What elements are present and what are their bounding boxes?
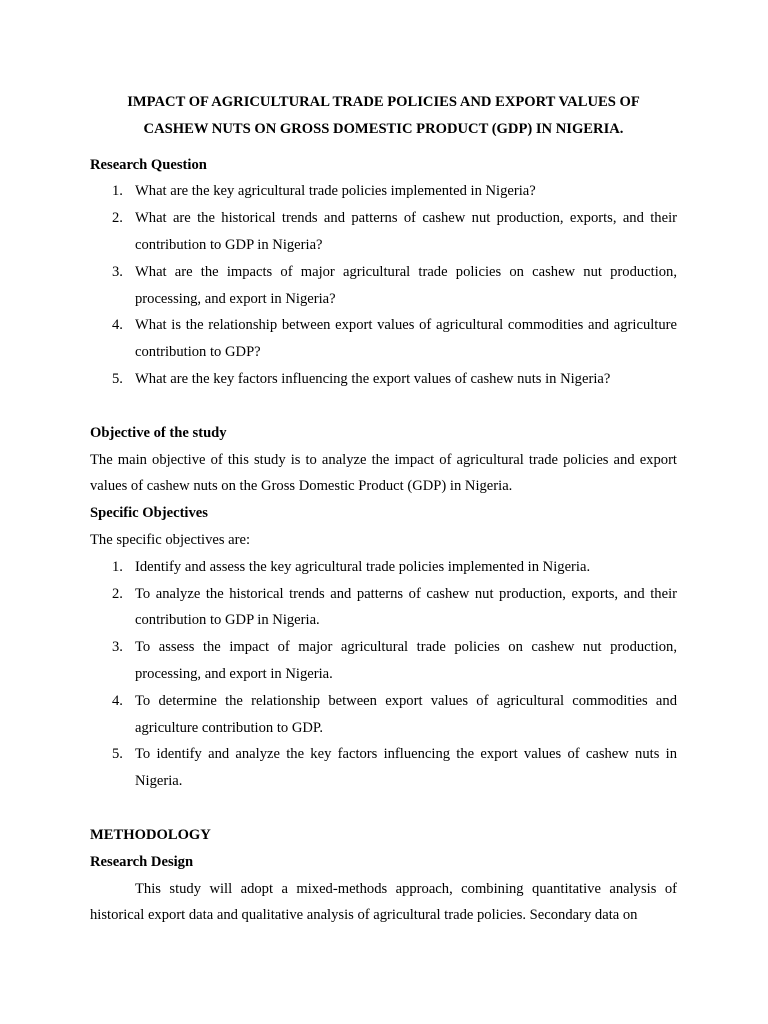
list-item bbox=[90, 688, 677, 742]
objective-paragraph: The main objective of this study is to analyze the impact of agricultural trade policies and export values of cashew nuts on the Gross Domestic Product (GDP) in Nigeria. bbox=[90, 451, 677, 495]
list-number: 1. bbox=[112, 558, 123, 575]
list-item-text: What are the impacts of major agricultural trade policies on cashew nut production, processing, and export in Nigeria? bbox=[135, 263, 677, 307]
list-number: 5. bbox=[112, 370, 123, 387]
list-item-text: What are the historical trends and patterns of cashew nut production, exports, and their contribution to GDP in Nigeria? bbox=[135, 210, 677, 253]
list-item-text: What are the key agricultural trade policies implemented in Nigeria? bbox=[135, 183, 536, 200]
research-question-heading: Research Question bbox=[90, 156, 207, 173]
section-spacer bbox=[90, 795, 677, 822]
list-item-text: To analyze the historical trends and patterns of cashew nut production, exports, and their contribution to GDP in Nigeria. bbox=[135, 585, 677, 629]
list-item bbox=[90, 581, 677, 635]
list-item bbox=[90, 259, 677, 313]
list-item bbox=[90, 312, 677, 366]
list-item bbox=[90, 634, 677, 688]
methodology-heading: METHODOLOGY bbox=[90, 826, 211, 843]
list-item bbox=[90, 366, 677, 393]
list-number: 3. bbox=[112, 263, 123, 280]
list-item bbox=[90, 554, 677, 581]
specific-objectives-heading: Specific Objectives bbox=[90, 505, 208, 522]
list-number: 2. bbox=[112, 585, 123, 602]
list-number: 5. bbox=[112, 746, 123, 763]
list-item-text: What are the key factors influencing the export values of cashew nuts in Nigeria? bbox=[135, 370, 611, 387]
document-page bbox=[90, 89, 677, 929]
list-number: 1. bbox=[112, 183, 123, 200]
research-question-list bbox=[90, 178, 677, 392]
list-number: 3. bbox=[112, 639, 123, 656]
list-number: 4. bbox=[112, 317, 123, 334]
list-number: 2. bbox=[112, 210, 123, 227]
list-item-text: To assess the impact of major agricultural trade policies on cashew nut production, processing, and export in Nigeria. bbox=[135, 639, 677, 682]
specific-objectives-list bbox=[90, 554, 677, 795]
list-item bbox=[90, 178, 677, 205]
objective-heading: Objective of the study bbox=[90, 424, 227, 441]
list-item-text: Identify and assess the key agricultural trade policies implemented in Nigeria. bbox=[135, 558, 591, 575]
specific-objectives-intro: The specific objectives are: bbox=[90, 531, 251, 548]
list-item bbox=[90, 741, 677, 795]
list-item-text: What is the relationship between export values of agricultural commodities and agriculture contribution to GDP? bbox=[135, 317, 677, 361]
section-spacer bbox=[90, 393, 677, 420]
document-title bbox=[90, 89, 677, 143]
list-item-text: To determine the relationship between export values of agricultural commodities and agriculture contribution to GDP. bbox=[135, 692, 677, 736]
title-line-1: IMPACT OF AGRICULTURAL TRADE POLICIES AND EXPORT VALUES OF bbox=[127, 94, 640, 110]
list-number: 4. bbox=[112, 692, 123, 709]
title-line-2: CASHEW NUTS ON GROSS DOMESTIC PRODUCT (GDP) IN NIGERIA. bbox=[143, 120, 624, 137]
list-item bbox=[90, 205, 677, 259]
list-item-text: To identify and analyze the key factors influencing the export values of cashew nuts in Nigeria. bbox=[135, 746, 677, 790]
research-design-paragraph: This study will adopt a mixed-methods approach, combining quantitative analysis of historical export data and qualitative analysis of agricultural trade policies. Secondary data on bbox=[90, 880, 677, 924]
research-design-heading: Research Design bbox=[90, 853, 194, 870]
